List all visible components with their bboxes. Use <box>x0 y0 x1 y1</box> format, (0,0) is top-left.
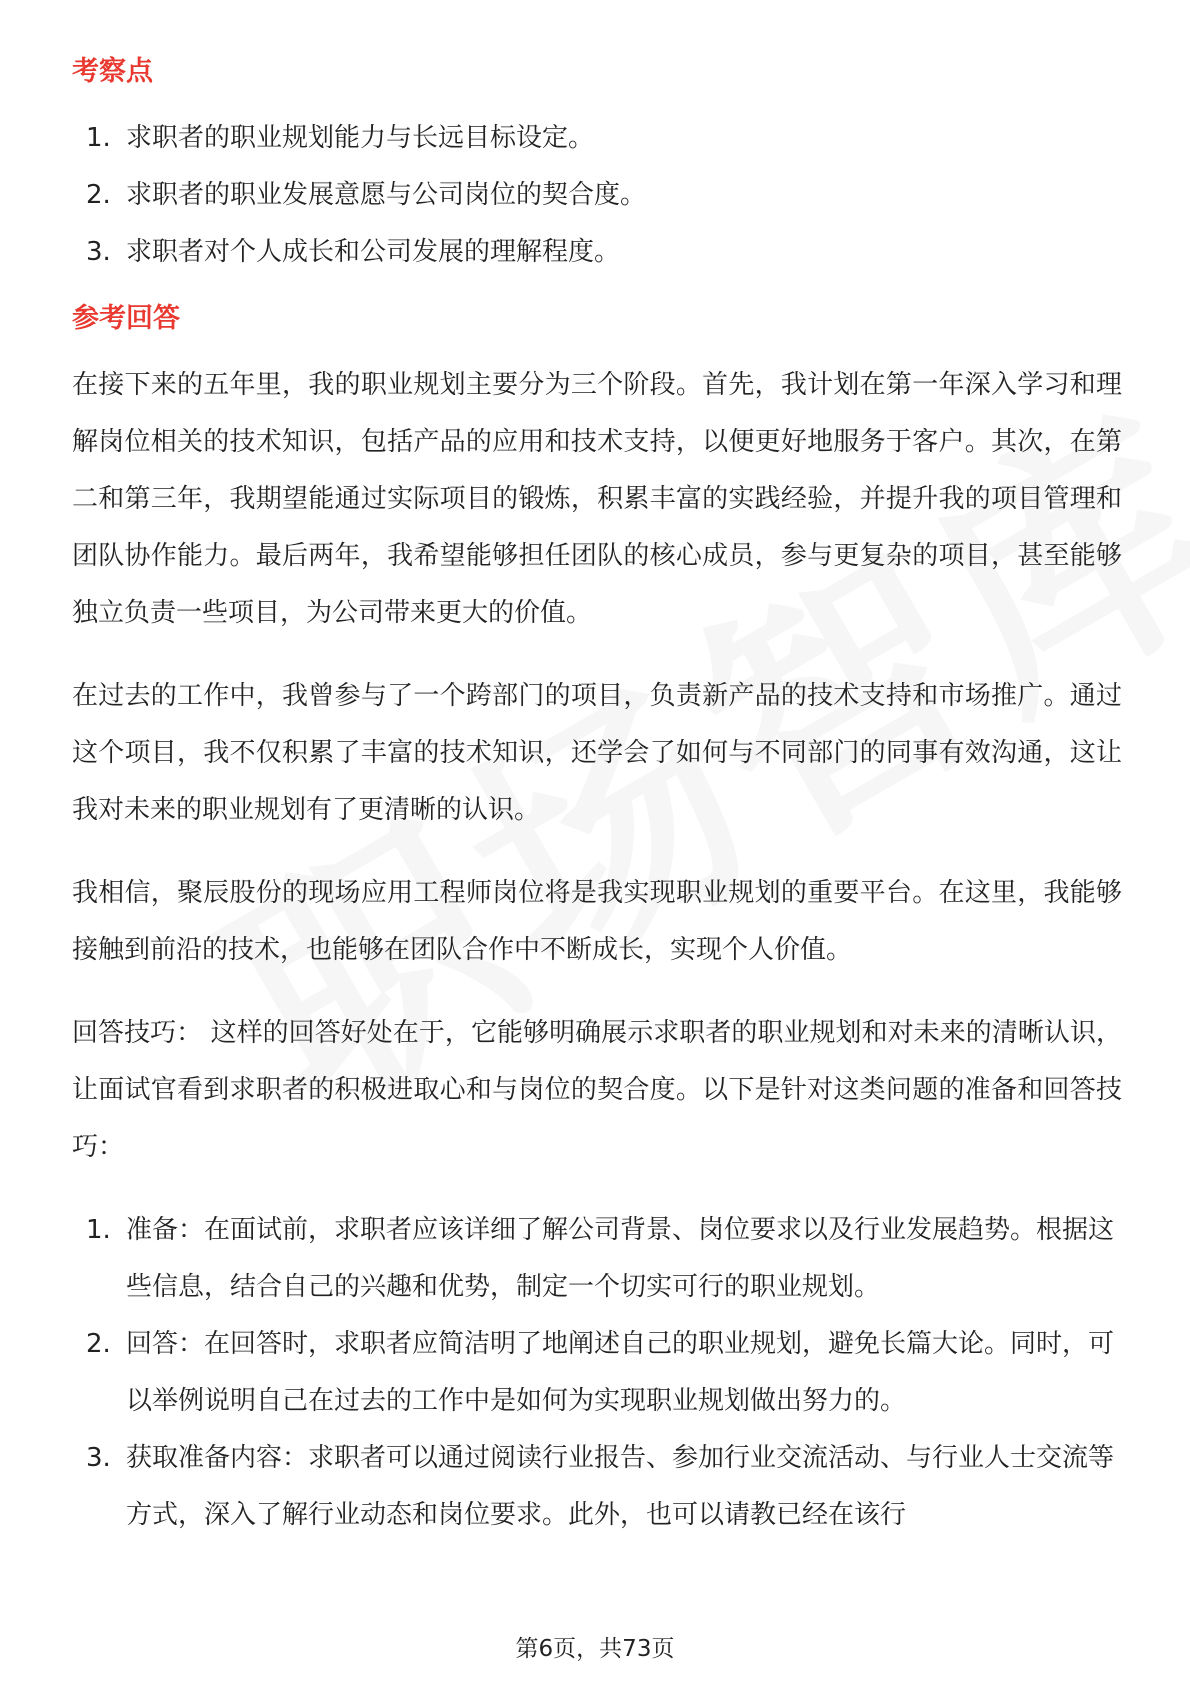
answer-paragraph-2: 在过去的工作中，我曾参与了一个跨部门的项目，负责新产品的技术支持和市场推广。通过这个项目，我不仅积累了丰富的技术知识，还学会了如何与不同部门的同事有效沟通，这让我对未来的职业规划有了更清晰的认识。 <box>72 681 1122 825</box>
focus-heading: 考察点 <box>72 56 153 87</box>
tip-item-3 <box>72 1430 1122 1544</box>
focus-item-1 <box>72 110 1122 167</box>
tip-item-number: 2. <box>86 1329 111 1359</box>
answer-heading: 参考回答 <box>72 303 180 334</box>
focus-item-text: 求职者的职业发展意愿与公司岗位的契合度。 <box>126 180 647 210</box>
tip-item-text: 获取准备内容：求职者可以通过阅读行业报告、参加行业交流活动、与行业人士交流等方式，深入了解行业动态和岗位要求。此外，也可以请教已经在该行 <box>126 1443 1115 1530</box>
focus-list <box>72 110 1122 281</box>
tip-item-number: 3. <box>86 1443 111 1473</box>
tip-item-number: 1. <box>86 1215 111 1245</box>
answer-paragraph-3: 我相信，聚辰股份的现场应用工程师岗位将是我实现职业规划的重要平台。在这里，我能够接触到前沿的技术，也能够在团队合作中不断成长，实现个人价值。 <box>72 878 1122 965</box>
tips-list <box>72 1202 1122 1544</box>
tip-item-1 <box>72 1202 1122 1316</box>
page-number: 第6页，共73页 <box>515 1636 675 1662</box>
focus-item-number: 2. <box>86 180 111 210</box>
focus-item-2 <box>72 167 1122 224</box>
tip-item-2 <box>72 1316 1122 1430</box>
focus-item-number: 1. <box>86 123 111 153</box>
focus-item-text: 求职者的职业规划能力与长远目标设定。 <box>126 123 595 153</box>
answer-tips-intro: 回答技巧： 这样的回答好处在于，它能够明确展示求职者的职业规划和对未来的清晰认识，让面试官看到求职者的积极进取心和与岗位的契合度。以下是针对这类问题的准备和回答技巧： <box>72 1018 1122 1162</box>
focus-item-3 <box>72 224 1122 281</box>
document-page <box>72 40 1122 1544</box>
focus-item-text: 求职者对个人成长和公司发展的理解程度。 <box>126 237 621 267</box>
tip-item-text: 准备：在面试前，求职者应该详细了解公司背景、岗位要求以及行业发展趋势。根据这些信息，结合自己的兴趣和优势，制定一个切实可行的职业规划。 <box>126 1215 1115 1302</box>
answer-paragraph-1: 在接下来的五年里，我的职业规划主要分为三个阶段。首先，我计划在第一年深入学习和理解岗位相关的技术知识，包括产品的应用和技术支持，以便更好地服务于客户。其次，在第二和第三年，我期望能通过实际项目的锻炼，积累丰富的实践经验，并提升我的项目管理和团队协作能力。最后两年，我希望能够担任团队的核心成员，参与更复杂的项目，甚至能够独立负责一些项目，为公司带来更大的价值。 <box>72 370 1122 628</box>
tip-item-text: 回答：在回答时，求职者应简洁明了地阐述自己的职业规划，避免长篇大论。同时，可以举例说明自己在过去的工作中是如何为实现职业规划做出努力的。 <box>126 1329 1115 1416</box>
focus-item-number: 3. <box>86 237 111 267</box>
